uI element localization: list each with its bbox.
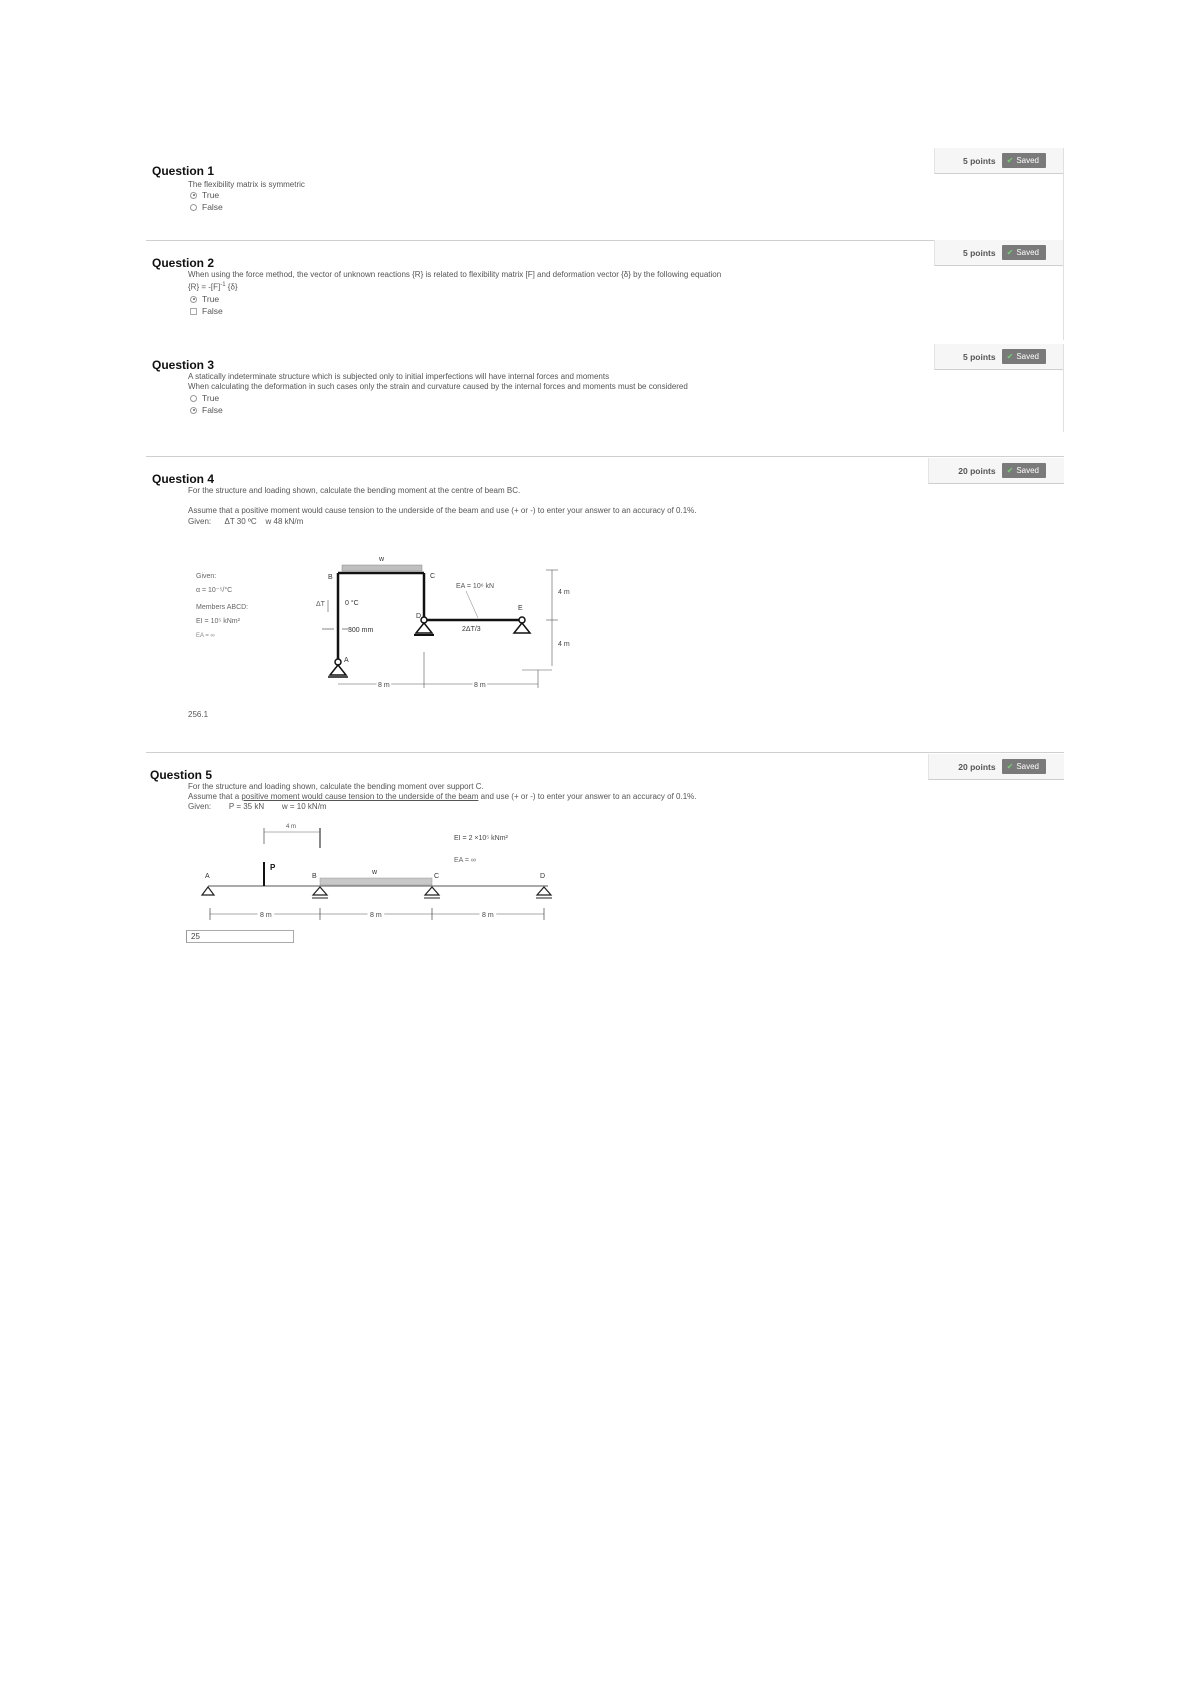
fig-ea-de: EA = 10⁶ kN xyxy=(456,583,495,590)
check-icon: ✔ xyxy=(1006,156,1014,165)
svg-text:E: E xyxy=(518,605,523,612)
distributed-load xyxy=(342,565,422,571)
option-true[interactable]: True xyxy=(190,393,219,403)
fig-ea: EA = ∞ xyxy=(454,857,476,864)
radio-false[interactable] xyxy=(190,407,197,414)
option-true[interactable]: True xyxy=(190,294,219,304)
question-4 xyxy=(146,456,1064,752)
svg-text:8 m: 8 m xyxy=(378,682,390,689)
saved-badge: ✔ Saved xyxy=(1002,759,1046,774)
option-true[interactable]: True xyxy=(190,190,219,200)
given-line: Given: P = 35 kN w = 10 kN/m xyxy=(188,802,327,811)
svg-text:C: C xyxy=(430,573,436,580)
svg-text:4 m: 4 m xyxy=(286,824,297,830)
question-text: A statically indeterminate structure which is subjected only to initial imperfections will have internal forces and moments xyxy=(188,372,610,381)
beam-diagram xyxy=(188,818,588,928)
svg-text:4 m: 4 m xyxy=(558,589,570,596)
question-title: Question 4 xyxy=(152,472,215,486)
fig-two-dt: 2ΔT/3 xyxy=(462,626,481,633)
question-text-2: When calculating the deformation in such cases only the strain and curvature caused by the internal forces and moments must be considered xyxy=(188,382,688,391)
fig-given: Given: xyxy=(196,573,217,580)
option-false[interactable]: False xyxy=(190,405,223,415)
question-3 xyxy=(146,344,1064,432)
saved-badge: ✔ Saved xyxy=(1002,245,1046,260)
fig-dt: ΔT xyxy=(316,601,325,608)
radio-true[interactable] xyxy=(190,395,197,402)
points-label: 20 points xyxy=(958,465,996,476)
question-title: Question 3 xyxy=(152,358,215,372)
fig-members: Members ABCD: xyxy=(196,604,249,611)
frame-diagram xyxy=(188,548,608,698)
saved-badge: ✔ Saved xyxy=(1002,463,1046,478)
svg-text:8 m: 8 m xyxy=(260,912,272,919)
svg-text:A: A xyxy=(344,657,349,664)
svg-text:A: A xyxy=(205,873,210,880)
points-bar xyxy=(928,458,1064,484)
question-text-2: Assume that a positive moment would cause tension to the underside of the beam and use (+ or -) to enter your answer to an accuracy of 0.1%. xyxy=(188,792,697,801)
check-icon: ✔ xyxy=(1006,248,1014,257)
fig-w: w xyxy=(372,869,378,876)
radio-false[interactable] xyxy=(190,204,197,211)
answer-input[interactable]: 25 xyxy=(186,930,294,943)
fig-mm: 300 mm xyxy=(348,627,374,634)
radio-true[interactable] xyxy=(190,296,197,303)
check-icon: ✔ xyxy=(1006,762,1014,771)
fig-ea-inf: EA = ∞ xyxy=(196,633,215,639)
question-text: When using the force method, the vector of unknown reactions {R} is related to flexibility matrix [F] and deformation vector {δ} by the following equation xyxy=(188,270,722,279)
question-5 xyxy=(146,752,1064,972)
distributed-load xyxy=(320,878,432,885)
question-title: Question 5 xyxy=(150,768,213,782)
radio-false[interactable] xyxy=(190,308,197,315)
check-icon: ✔ xyxy=(1006,466,1014,475)
svg-text:C: C xyxy=(434,873,440,880)
points-bar xyxy=(934,344,1064,370)
option-false[interactable]: False xyxy=(190,202,223,212)
svg-text:8 m: 8 m xyxy=(474,682,486,689)
question-2 xyxy=(146,240,1064,340)
question-text: For the structure and loading shown, calculate the bending moment over support C. xyxy=(188,782,484,791)
question-text: For the structure and loading shown, calculate the bending moment at the centre of beam BC. xyxy=(188,486,521,495)
fig-P: P xyxy=(270,863,276,872)
points-bar xyxy=(928,754,1064,780)
radio-true[interactable] xyxy=(190,192,197,199)
saved-badge: ✔ Saved xyxy=(1002,153,1046,168)
points-label: 5 points xyxy=(963,247,996,258)
points-label: 5 points xyxy=(963,351,996,362)
question-text-2: Assume that a positive moment would cause tension to the underside of the beam and use (+ or -) to enter your answer to an accuracy of 0.1%. xyxy=(188,506,697,515)
answer-text[interactable]: 256.1 xyxy=(188,710,209,719)
fig-ei: EI = 10⁵ kNm² xyxy=(196,618,240,625)
svg-text:4 m: 4 m xyxy=(558,641,570,648)
points-bar xyxy=(934,148,1064,174)
fig-ei: EI = 2 ×10⁵ kNm² xyxy=(454,835,508,842)
option-false[interactable]: False xyxy=(190,306,223,316)
fig-alpha: α = 10⁻⁵/°C xyxy=(196,587,233,594)
saved-badge: ✔ Saved xyxy=(1002,349,1046,364)
question-equation: $\{R\} = -[F]^{-1}$ {δ} xyxy=(188,282,238,292)
svg-text:B: B xyxy=(312,873,317,880)
svg-text:D: D xyxy=(540,873,546,880)
points-label: 20 points xyxy=(958,761,996,772)
points-bar xyxy=(934,240,1064,266)
svg-text:8 m: 8 m xyxy=(370,912,382,919)
svg-text:8 m: 8 m xyxy=(482,912,494,919)
given-line: Given: ΔT 30 ºC w 48 kN/m xyxy=(188,517,304,526)
points-label: 5 points xyxy=(963,155,996,166)
question-title: Question 2 xyxy=(152,256,215,270)
fig-w: w xyxy=(379,556,385,563)
question-text: The flexibility matrix is symmetric xyxy=(188,180,305,189)
question-1 xyxy=(146,148,1064,242)
svg-text:B: B xyxy=(328,574,333,581)
question-title: Question 1 xyxy=(152,164,215,178)
check-icon: ✔ xyxy=(1006,352,1014,361)
fig-zero-c: 0 °C xyxy=(345,600,359,607)
svg-text:D: D xyxy=(416,613,422,620)
